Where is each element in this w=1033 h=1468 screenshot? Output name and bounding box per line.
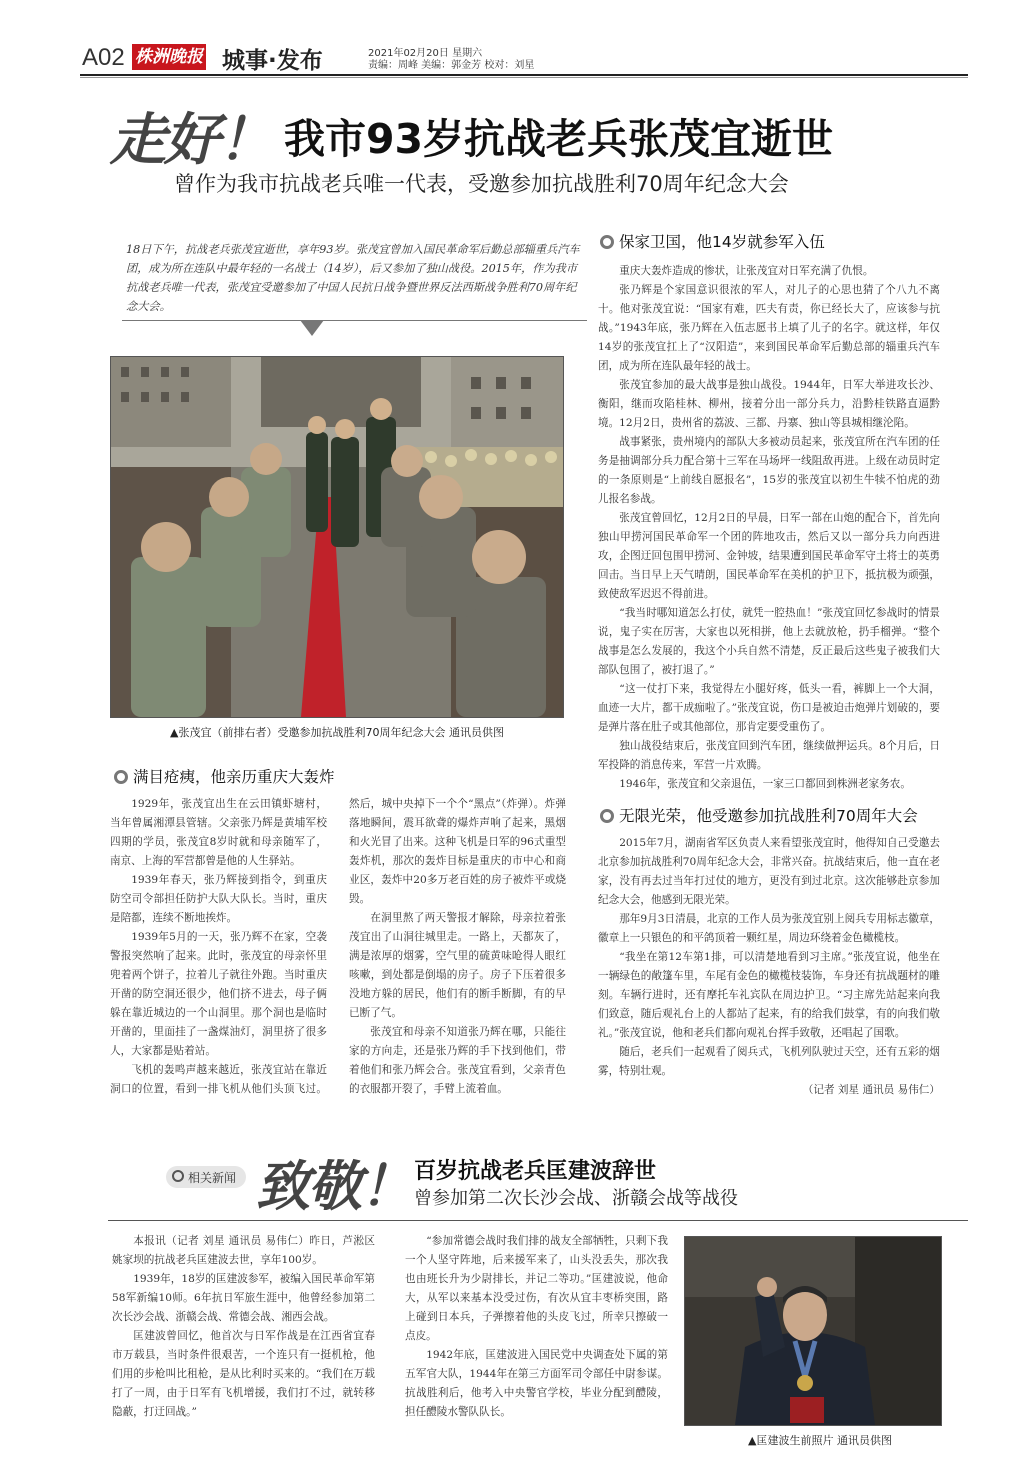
bullet-icon bbox=[600, 235, 614, 249]
section-heading: 满目疮痍，他亲历重庆大轰炸 bbox=[114, 765, 335, 787]
issue-date: 2021年02月20日 星期六 bbox=[368, 48, 483, 59]
newspaper-logo: 株洲晚报 bbox=[132, 44, 206, 70]
byline: （记者 刘星 通讯员 易伟仁） bbox=[802, 1084, 940, 1096]
headline-emphasis: 走好！ bbox=[110, 108, 272, 173]
editor-credits: 责编：周峰 美编：郭金芳 校对：刘星 bbox=[368, 60, 535, 71]
section-body: 重庆大轰炸造成的惨状，让张茂宜对日军充满了仇恨。 张乃辉是个家国意识很浓的军人，对儿子的心思也猜了个八九不离十。他对张茂宜说：“国家有难，匹夫有责，你已经长大了，应该参与抗战。”1943年底，张乃辉在入伍志愿书上填了儿子的名字。就这样，年仅14岁的张茂宜扛上了“汉阳造”，来到国民革命军后勤总部的辎重兵汽车团，成为所在连队最年轻的战士。 张茂宜参加的最大战事是独山战役。1944年，日军大举进攻长沙、衡阳，继而攻陷桂林、柳州，接着分出一部分兵力，沿黔桂铁路直逼黔境。12月2日，贵州省的荔波、三都、丹寨、独山等县城相继沦陷。 战事紧张，贵州境内的部队大多被动员起来，张茂宜所在汽车团的任务是抽调部分兵力配合第十三军在马场坪一线阻敌再进。上级在动员时定的一条原则是“上前线自愿报名”，15岁的张茂宜以初生牛犊不怕虎的劲儿报名参战。 张茂宜曾回忆，12月2日的早晨，日军一部在山炮的配合下，首先向独山甲捞河国民革命军一个团的阵地攻击，然后又以一部分兵力向西进攻，企图迂回包围甲捞河、金钟坡，结果遭到国民革命军守土将士的英勇回击。当日早上天气晴朗，国民革命军在美机的护卫下，抵抗极为顽强，致使敌军迟迟不得前进。 “我当时哪知道怎么打仗，就凭一腔热血！”张茂宜回忆参战时的情景说，鬼子实在厉害，大家也以死相拼，他上去就放枪，扔手榴弹。“整个战事是怎么发展的，我这个小兵自然不清楚，反正最后这些鬼子被我们大部队包围了，被打退了。” “这一仗打下来，我觉得左小腿好疼，低头一看，裤脚上一个大洞，血迹一大片，都干成痂啦了。”张茂宜说，伤口是被迫击炮弹片划破的，要是弹片落在肚子或其他部位，那肯定要受重伤了。 独山战役结束后，张茂宜回到汽车团，继续做押运兵。8个月后，日军投降的消息传来，军营一片欢腾。 1946年，张茂宜和父亲退伍，一家三口都回到株洲老家务农。 bbox=[598, 265, 940, 790]
related-emphasis: 致敬！ bbox=[256, 1155, 412, 1218]
related-title: 百岁抗战老兵匡建波辞世 bbox=[414, 1158, 657, 1184]
bullet-icon bbox=[114, 770, 128, 784]
header-rule bbox=[80, 74, 968, 76]
headline-title: 我市93岁抗战老兵张茂宜逝世 bbox=[284, 115, 834, 163]
portrait-caption: ▲匡建波生前照片 通讯员供图 bbox=[748, 1434, 892, 1447]
related-label: 相关新闻 bbox=[188, 1171, 237, 1185]
page-number: A02 bbox=[82, 44, 125, 71]
section-body: 2015年7月，湖南省军区负责人来看望张茂宜时，他得知自己受邀去北京参加抗战胜利70周年纪念大会，非常兴奋。抗战结束后，他一直在老家，没有再去过当年打过仗的地方，更没有到过北京。这次能够赴京参加纪念大会，他感到无限光荣。 那年9月3日清晨，北京的工作人员为张茂宜别上阅兵专用标志徽章，徽章上一只银色的和平鸽顶着一颗红星，周边环绕着金色橄榄枝。 “我坐在第12车第1排，可以清楚地看到习主席。”张茂宜说，他坐在一辆绿色的敞篷车里，车尾有金色的橄榄枝装饰，车身还有抗战题材的雕刻。车辆行进时，还有摩托车礼宾队在周边护卫。“习主席先站起来向我们致意，随后观礼台上的人都站了起来，有的给我们鼓掌，有的向我们敬礼。”张茂宜说，他和老兵们都向观礼台挥手致敬，还唱起了国歌。 随后，老兵们一起观看了阅兵式，飞机列队驶过天空，还有五彩的烟雾，特别壮观。 （记者 刘星 通讯员 易伟仁） bbox=[598, 834, 940, 1100]
photo-caption: ▲张茂宜（前排右者）受邀参加抗战胜利70周年纪念大会 通讯员供图 bbox=[170, 726, 504, 739]
related-icon bbox=[172, 1170, 184, 1182]
parade-photo bbox=[110, 356, 564, 718]
section-body: 1929年，张茂宜出生在云田镇虾塘村，当年曾属湘潭县管辖。父亲张乃辉是黄埔军校四期的学员，张茂宜8岁时就和母亲随军了，南京、上海的军营都曾是他的人生驿站。 1939年春天，张乃辉接到指令，到重庆防空司令部担任防护大队大队长。当时，重庆是陪都，连续不断地挨炸。 1939年5月的一天，张乃辉不在家，空袭警报突然响了起来。此时，张茂宜的母亲怀里兜着两个饼子，拉着儿子就往外跑。当时重庆开凿的防空洞还很少，他们挤不进去，母子俩躲在靠近城边的一个山洞里。那个洞也是临时开凿的，里面挂了一盏煤油灯，洞里挤了很多人，大家都是贴着站。 飞机的轰鸣声越来越近，张茂宜站在靠近洞口的位置，看到一排飞机从他们头顶飞过。然后，城中央掉下一个个“黑点”（炸弹）。炸弹落地瞬间，震耳欲聋的爆炸声响了起来，黑烟和火光冒了出来。这种飞机是日军的96式重型轰炸机，那次的轰炸目标是重庆的市中心和商业区，轰炸中20多万老百姓的房子被炸平或烧毁。 在洞里熬了两天警报才解除，母亲拉着张茂宜出了山洞往城里走。一路上，天都灰了，满是浓厚的烟雾，空气里的硫黄味呛得人眼红咳嗽，到处都是倒塌的房子。房子下压着很多没地方躲的居民，他们有的断手断脚，有的早已断了气。 张茂宜和母亲不知道张乃辉在哪，只能往家的方向走，还是张乃辉的手下找到他们，带着他们和张乃辉会合。张茂宜看到，父亲青色的衣服都开裂了，手臂上流着血。 bbox=[110, 798, 566, 1095]
bullet-icon bbox=[600, 809, 614, 823]
veteran-portrait-photo bbox=[684, 1236, 942, 1426]
header-rule-thin bbox=[80, 77, 968, 78]
section-name: 城事·发布 bbox=[222, 48, 323, 74]
headline-subtitle: 曾作为我市抗战老兵唯一代表，受邀参加抗战胜利70周年纪念大会 bbox=[174, 172, 789, 196]
section-heading: 保家卫国，他14岁就参军入伍 bbox=[600, 230, 825, 252]
related-rule bbox=[108, 1220, 968, 1221]
intro-pointer bbox=[300, 320, 324, 336]
related-subtitle: 曾参加第二次长沙会战、浙赣会战等战役 bbox=[414, 1188, 738, 1209]
intro-text: 18日下午，抗战老兵张茂宜逝世，享年93岁。张茂宜曾加入国民革命军后勤总部辎重兵汽车团，成为所在连队中最年轻的一名战士（14岁），后又参加了独山战役。2015年，作为我市抗战老兵唯一代表，张茂宜受邀参加了中国人民抗日战争暨世界反法西斯战争胜利70周年纪念大会。 bbox=[126, 243, 580, 313]
section-heading: 无限光荣，他受邀参加抗战胜利70周年大会 bbox=[600, 804, 918, 826]
related-body: 本报讯（记者 刘星 通讯员 易伟仁）昨日，芦淞区姚家坝的抗战老兵匡建波去世，享年100岁。 1939年，18岁的匡建波参军，被编入国民革命军第58军新编10师。6年抗日军旅生涯中，他曾经参加第二次长沙会战、浙赣会战、常德会战、湘西会战。 匡建波曾回忆，他首次与日军作战是在江西省宜春市万载县，当时条件很艰苦，一个连只有一挺机枪，他们用的步枪叫比租枪，是从比利时买来的。“我们在万载打了一周，由于日军有飞机增援，我们打不过，就转移隐蔽，打迂回战。” “参加常德会战时我们排的战友全部牺牲，只剩下我一个人坚守阵地，后来援军来了，山头没丢失，那次我也由班长升为少尉排长，并记二等功。”匡建波说，他命大，从军以来基本没受过伤，有次从宜丰枣桥突围，路上碰到日本兵，子弹擦着他的头皮飞过，所幸只擦破一点皮。 1942年底，匡建波进入国民党中央调查处下属的第五军官大队，1944年在第三方面军司令部任中尉参谋。抗战胜利后，他考入中央警官学校，毕业分配到醴陵，担任醴陵水警队队长。 bbox=[112, 1235, 668, 1418]
